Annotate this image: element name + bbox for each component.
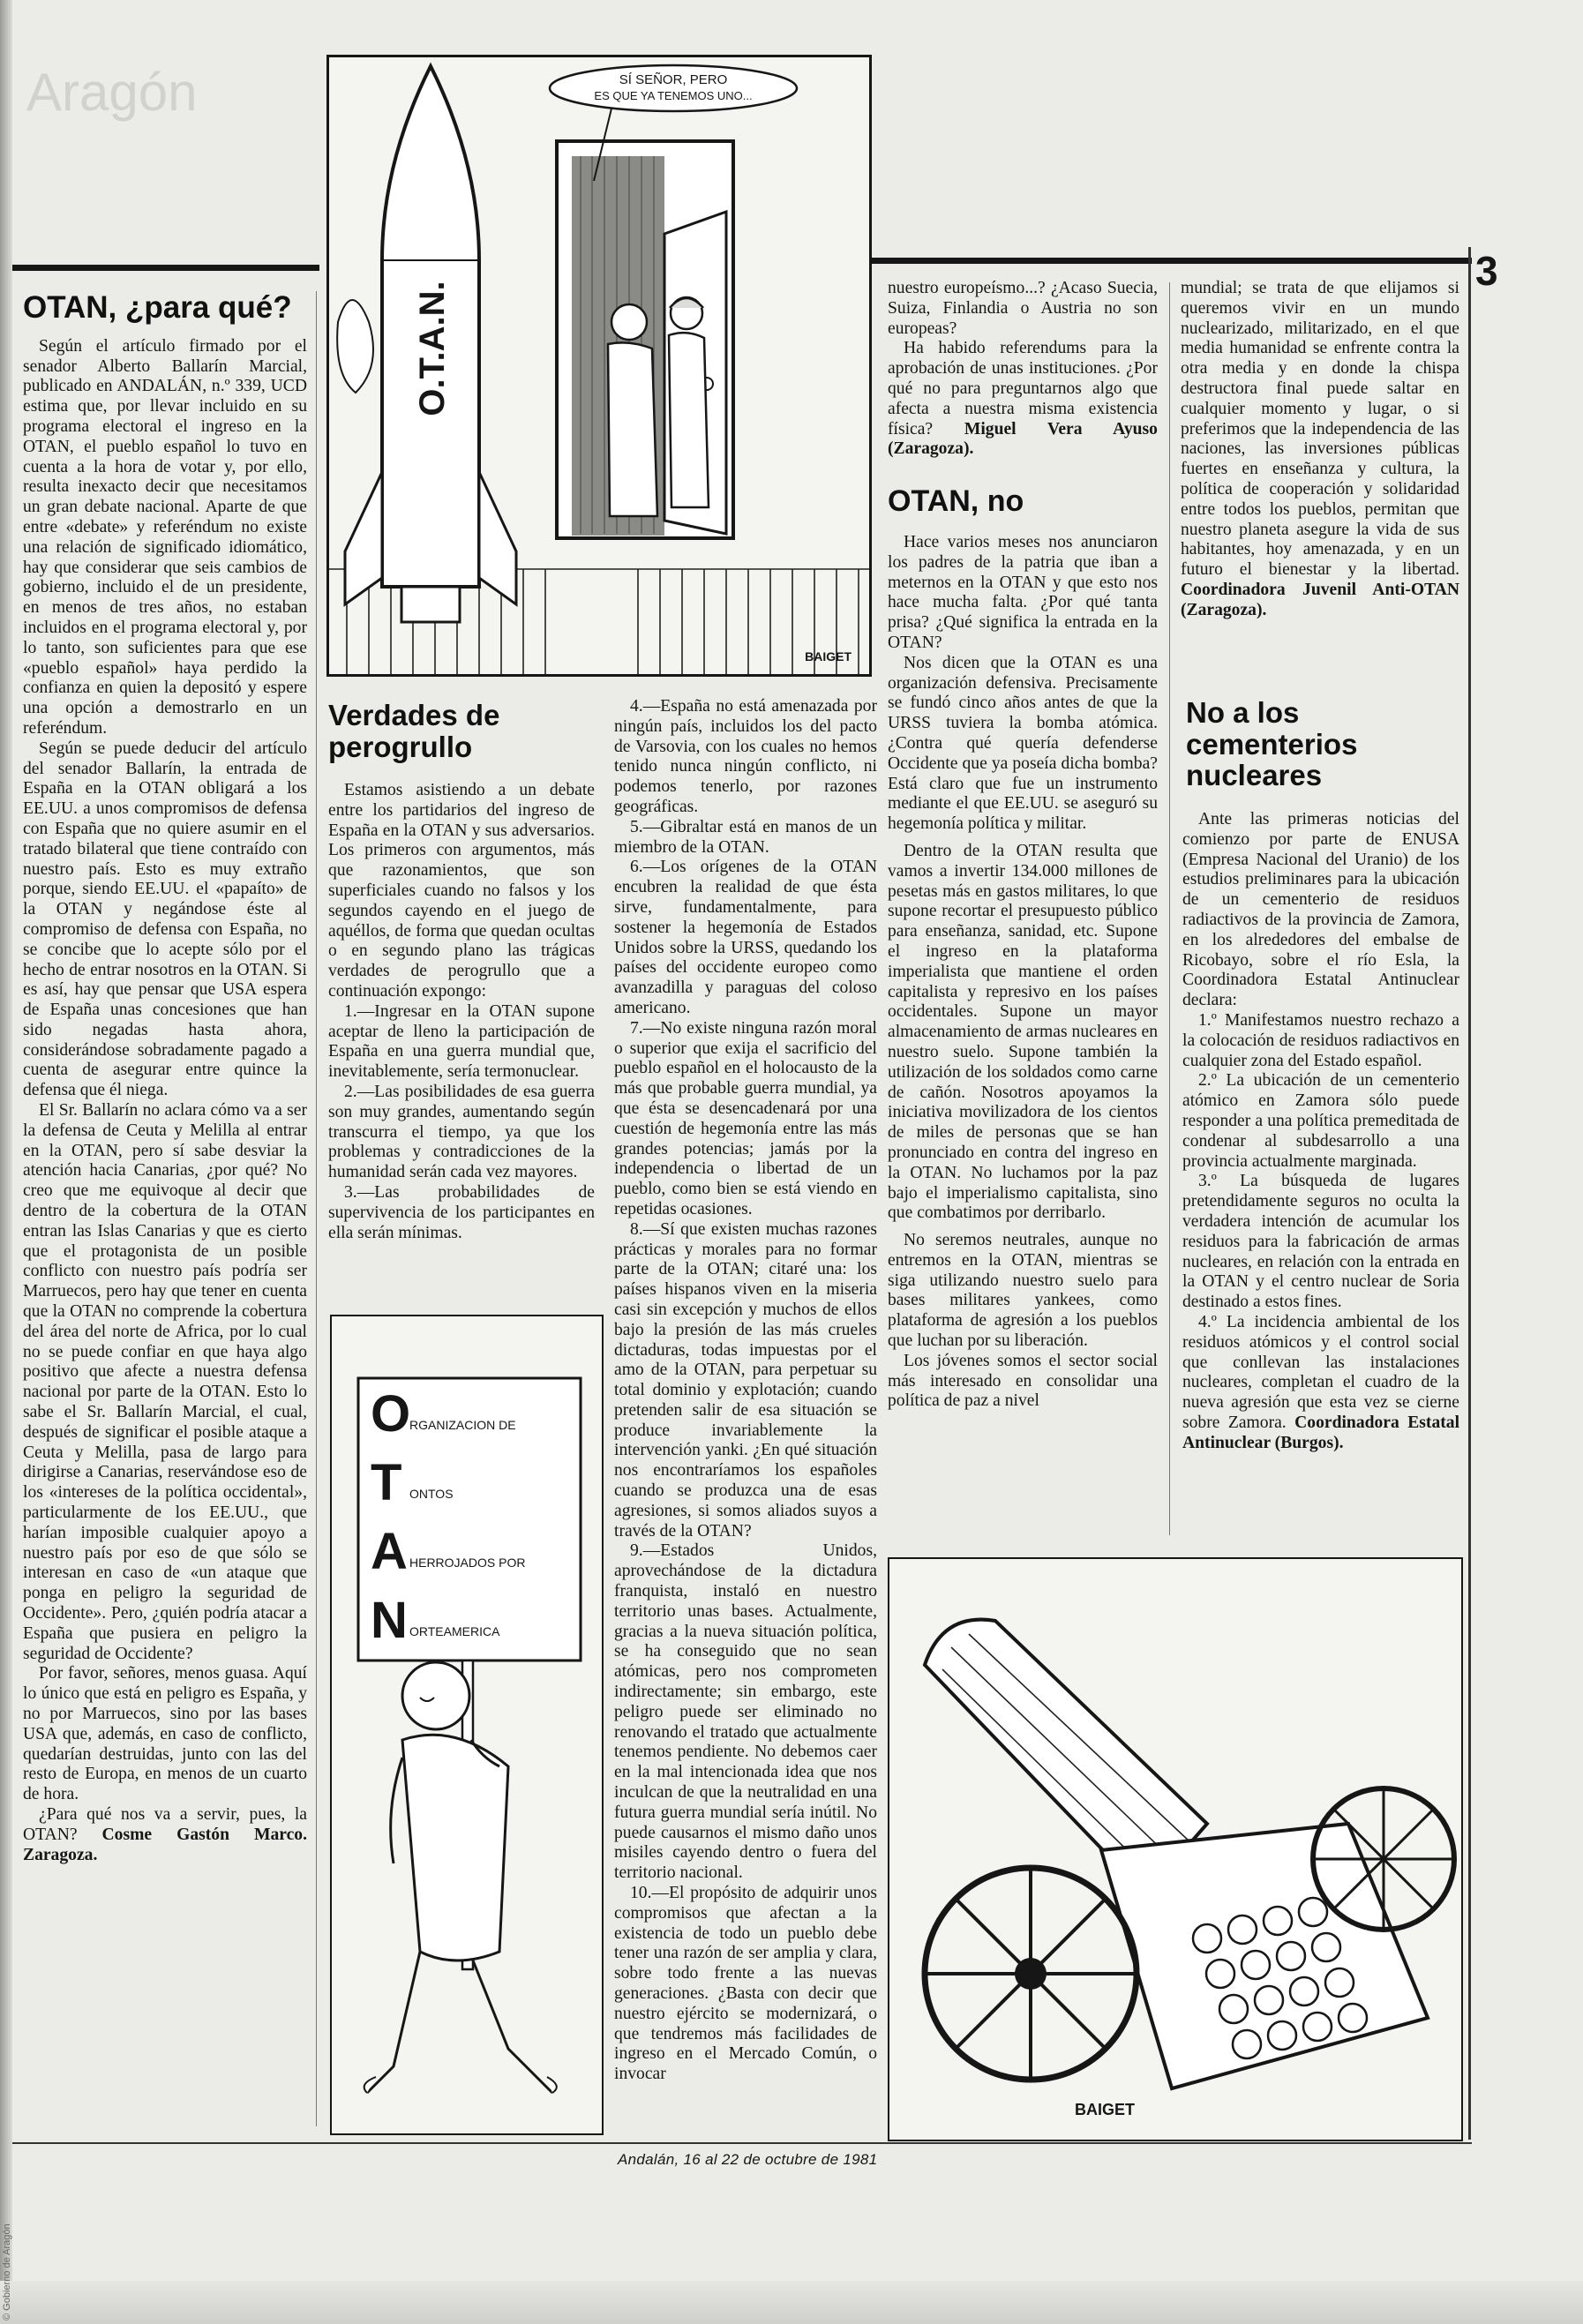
- paragraph: 3.º La búsqueda de lugares pretendidamente seguros no oculta la verdadera intención de acumular los residuos para la fabricación de armas nucleares, en relación con la entrada en la OTAN y el centro nuclear de Soria destinado a estos fines.: [1182, 1172, 1459, 1312]
- paragraph: Estamos asistiendo a un debate entre los partidarios del ingreso de España en la OTAN y sus adversarios. Los primeros con argumentos, más que razonamientos, que son superficiales cuando no falsos y los segundos cayendo en el juego de aquéllos, de forma que quedan ocultas o en segundo plano las trágicas verdades de perogrullo que a continuación expongo:: [328, 781, 595, 1001]
- cartoonist-signature-2: BAIGET: [1075, 2101, 1136, 2118]
- cartoon-cannon-drawing: [889, 1559, 1461, 2140]
- cartoon-rocket: [326, 55, 872, 677]
- headline-otan-para-que: OTAN, ¿para qué?: [23, 290, 292, 325]
- paragraph: Los jóvenes somos el sector social más interesado en consolidar una política de paz a nivel: [888, 1351, 1158, 1411]
- scan-bottom-edge: [0, 2281, 1583, 2324]
- paragraph: 2.—Las posibilidades de esa guerra son muy grandes, aumentando según transcurra el tiempo, ya que los problemas y contradicciones de la humanidad serán cada vez mayores.: [328, 1082, 595, 1182]
- paragraph: No seremos neutrales, aunque no entremos en la OTAN, mientras se siga utilizando nuestro suelo para bases militares yankees, como plataforma de agresión a los pueblos que luchan por su liberación.: [888, 1231, 1158, 1351]
- paragraph: [888, 339, 1158, 460]
- sign-cap-a: A: [371, 1523, 408, 1580]
- article-otan-para-que: [23, 291, 307, 1865]
- cartoonist-signature: BAIGET: [805, 649, 852, 663]
- sign-cap-t: T: [371, 1454, 402, 1511]
- article-verdades-col-a: [328, 781, 595, 1243]
- article-verdades-col-b: [614, 697, 877, 2085]
- bottom-rule: [12, 2142, 1472, 2144]
- paragraph: 3.—Las probabilidades de supervivencia de los participantes en ella serán mínimas.: [328, 1182, 595, 1242]
- sign-cap-n: N: [371, 1592, 408, 1649]
- page-number: 3: [1475, 248, 1498, 294]
- cartoon-rocket-drawing: [329, 57, 869, 674]
- bleed-through-text: Aragón: [26, 63, 198, 122]
- paragraph-text: 4.º La incidencia ambiental de los residuos atómicos y el control social que conllevan las instalaciones nucleares, completan el cuadro de la nueva agresión que esta vez se cierne sobre Zamora.: [1182, 1312, 1459, 1432]
- top-rule-left: [12, 265, 319, 271]
- paragraph: 5.—Gibraltar está en manos de un miembro de la OTAN.: [614, 817, 877, 857]
- paragraph: Según se puede deducir del artículo del senador Ballarín, la entrada de España en la OTAN obligará a los EE.UU. a unos compromisos de defensa con España que no quiere asumir en el tratado bilateral que tiene contraído con nuestro país. Esto es muy extraño porque, siendo EE.UU. el «papaíto» de la OTAN y negándose éste al compromiso de defensa con España, no se concibe que lo acepte sólo por el hecho de entrar nosotros en la OTAN. Si es así, hay que pensar que USA espera de España unas concesiones que han sido negadas hasta ahora, considerándose sobradamente pagado a cuenta de asegurar entre quince la defensa que él niega.: [23, 738, 307, 1100]
- col-divider-4: [1169, 282, 1170, 1535]
- page-footer: Andalán, 16 al 22 de octubre de 1981: [618, 2151, 878, 2168]
- cartoon-cannon: [888, 1557, 1463, 2141]
- top-rule-right: [872, 258, 1472, 264]
- paragraph: [1182, 1313, 1459, 1454]
- paragraph: El Sr. Ballarín no aclara cómo va a ser la defensa de Ceuta y Melilla al entrar en la OTAN, pero sí sabe desviar la atención hacia Canarias, ¿por qué? No creo que me equivoque al decir que dentro de la cobertura de la OTAN entran las Islas Canarias y que es cierto que el protagonista de un posible conflicto con nuestro país podría ser Marruecos, pero hay que tener en cuenta que la OTAN no comprende la cobertura del área del norte de Africa, por lo cual no se puede confiar en que haya algo positivo que afecte a nuestra defensa nacional por parte de la OTAN. Esto lo sabe el Sr. Ballarín Marcial, el cual, después de significar el posible ataque a Ceuta y Melilla, pasa de largo para dirigirse a Canarias, reservándose eso de los «intereses de la política occidental», particularmente de los EE.UU., que harían imposible cualquier apoyo a nuestro país por eso de que sólo se interesan en caso de «un ataque que ponga en peligro la seguridad de Occidente». Pero, ¿quién podría atacar a España que pusiera en peligro la seguridad de Occidente?: [23, 1101, 307, 1663]
- sign-rest-t: ONTOS: [409, 1487, 454, 1501]
- paragraph: 9.—Estados Unidos, aprovechándose de la dictadura franquista, instaló en nuestro territorio unas bases. Actualmente, gracias a la nueva situación política, se ha conseguido que no sean atómicas, pero nos comprometen indirectamente; sin embargo, este peligro puede ser eliminado no renovando el tratado que actualmente tenemos pendiente. No debemos caer en la mal intencionada idea que nos inculcan de que la neutralidad en una futura guerra mundial sería inútil. No puede causarnos el mismo daño unos misiles cayendo dentro o fuera del territorio nacional.: [614, 1541, 877, 1883]
- cartoon-otan-sign: [330, 1315, 604, 2135]
- cartoon-otan-sign-drawing: [332, 1316, 602, 2133]
- sign-rest-n: ORTEAMERICA: [409, 1624, 500, 1638]
- paragraph: 10.—El propósito de adquirir unos compromisos que afectan a la existencia de todo un pueblo debe tener una razón de ser amplia y clara, sobre todo frente a las nuevas generaciones. ¿Basta con decir que nuestro ejército se modernizará, o que tendremos más facilidades de ingreso en el Mercado Común, o invocar: [614, 1884, 877, 2084]
- paragraph: 1.º Manifestamos nuestro rechazo a la colocación de residuos radiactivos en cualquier zona del Estado español.: [1182, 1010, 1459, 1070]
- headline-verdades-de-perogrullo: Verdades de perogrullo: [328, 699, 500, 763]
- sign-rest-a: HERROJADOS POR: [409, 1556, 526, 1570]
- headline-otan-no: OTAN, no: [888, 484, 1024, 518]
- sign-rest-o: RGANIZACION DE: [409, 1418, 516, 1432]
- archive-credit: © Gobierno de Aragón: [2, 2223, 12, 2320]
- scan-left-edge: [0, 0, 12, 2324]
- sign-cap-o: O: [371, 1385, 411, 1443]
- paragraph: Nos dicen que la OTAN es una organización defensiva. Precisamente se fundó cinco años antes de que la URSS tuviera la bomba atómica. ¿Contra qué quería defenderse Occidente que ya poseía dicha bomba? Está claro que fue un instrumento mediante el que EE.UU. se aseguró su hegemonía política y militar.: [888, 653, 1158, 834]
- col-divider-1: [316, 291, 317, 2126]
- closing-question: ¿Para qué nos va a servir, pues, la OTAN?: [23, 1804, 307, 1844]
- paragraph: 1.—Ingresar en la OTAN supone aceptar de lleno la participación de España en una guerra mundial que, inevitablemente, sería termonuclear.: [328, 1001, 595, 1082]
- paragraph: [23, 1805, 307, 1865]
- paragraph: [1181, 279, 1459, 621]
- author-signature: Cosme Gastón Marco. Zaragoza.: [23, 1825, 307, 1864]
- paragraph: nuestro europeísmo...? ¿Acaso Suecia, Suiza, Finlandia o Austria no son europeas?: [888, 279, 1158, 338]
- paragraph: Ante las primeras noticias del comienzo por parte de ENUSA (Empresa Nacional del Uranio) de los estudios preliminares para la ubicación de un cementerio de residuos radiactivos de la provincia de Zamora, en los alrededores del embalse de Ricobayo, sobre el río Esla, la Coordinadora Estatal Antinuclear declara:: [1182, 810, 1459, 1010]
- paragraph: 6.—Los orígenes de la OTAN encubren la realidad de que ésta sirve, fundamentalmente, para sostener la hegemonía de Estados Unidos sobre la URSS, quedando los países del occidente europeo como avanzadilla y paraguas del coloso americano.: [614, 858, 877, 1017]
- paragraph: Por favor, señores, menos guasa. Aquí lo único que está en peligro es España, y no por Marruecos, sino por las bases USA que, además, en caso de conflicto, quedarían destruidas, junto con las del resto de Europa, en menos de un cuarto de hora.: [23, 1664, 307, 1804]
- rocket-label: O.T.A.N.: [413, 281, 452, 416]
- paragraph-text: Ha habido referendums para la aprobación de unas instituciones. ¿Por qué no para preguntarnos algo que afecta a nuestra misma existencia física?: [888, 339, 1158, 439]
- paragraph: 7.—No existe ninguna razón moral o superior que exija el sacrificio del pueblo español en el holocausto de la más que probable guerra mundial, ya que ésta se desencadenará por una cuestión de hegemonía entre las más grandes potencias; jamás por la independencia o libertad de un pueblo, como bien se está viendo en repetidas ocasiones.: [614, 1018, 877, 1218]
- paragraph: Dentro de la OTAN resulta que vamos a invertir 134.000 millones de pesetas más en gastos militares, lo que supone recortar el presupuesto público para enseñanza, sanidad, etc. Supone el ingreso en la plataforma imperialista que mantiene el orden capitalista y represivo en los países occidentales. Supone un mayor almacenamiento de armas nucleares en nuestro suelo. Supone también la utilización de los soldados como carne de cañón. Nosotros apoyamos la iniciativa movilizadora de los cientos de miles de personas que se han pronunciado en contra del ingreso en la OTAN. No luchamos por la paz bajo el imperialismo capitalista, sino que combatimos por derribarlo.: [888, 841, 1158, 1223]
- speech-line-2: ES QUE YA TENEMOS UNO...: [594, 89, 753, 102]
- article-verdades-continuation: [888, 279, 1158, 460]
- article-otan-no-col-d: [1181, 279, 1459, 621]
- speech-line-1: SÍ SEÑOR, PERO: [619, 72, 728, 87]
- author-signature: Coordinadora Estatal Antinuclear (Burgos).: [1182, 1413, 1460, 1452]
- headline-no-a-los-cementerios-nucleares: No a los cementerios nucleares: [1186, 696, 1358, 792]
- article-otan-no-col-c: [888, 533, 1158, 1412]
- paragraph-text: mundial; se trata de que elijamos si queremos vivir en un mundo nuclearizado, militarizado, en el que media humanidad se enfrente contra la otra media y en donde la chispa destructora final puede saltar en cualquier momento y lugar, o si preferimos que la independencia de las naciones, las inversiones públicas fuertes en enseñanza y cultura, la política de cooperación y solidaridad entre todos los pueblos, permitan que nuestro planeta asegure la vida de sus habitantes, hoy amenazada, y en un futuro el bienestar y la libertad.: [1181, 279, 1459, 580]
- author-signature: Miguel Vera Ayuso (Zaragoza).: [888, 419, 1158, 459]
- paragraph: Según el artículo firmado por el senador Alberto Ballarín Marcial, publicado en ANDALÁN, n.º 339, UCD estima que, por llevar incluido en su programa electoral el ingreso en la OTAN, el pueblo español lo tuvo en cuenta a la hora de votar y, por ello, resulta inexacto decir que necesitamos un gran debate nacional. Aparte de que entre «debate» y referéndum no existe una relación de significado idiomático, hay que considerar que seis cambios de gobierno, incluido el de un presidente, en menos de tres años, no estaban incluidos en el programa electoral y, por lo tanto, son suficientes para que ese «pueblo español» haya perdido la confianza en quien la depositó y espere una opción a demostrarlo en un referéndum.: [23, 336, 307, 738]
- right-rule: [1468, 247, 1471, 2140]
- paragraph: 8.—Sí que existen muchas razones prácticas y morales para no formar parte de la OTAN; citaré una: los países hispanos viven en la miseria casi sin excepción y muchos de ellos bajo la presión de las más crueles dictaduras, todas impuestas por el amo de la OTAN, para perpetuar su total dominio y explotación; cuando pretenden salir de esa situación se produce invariablemente la intervención yanki. ¿En qué situación nos encontraríamos los españoles cuando se produzca una de esas agresiones, si somos aliados suyos a través de la OTAN?: [614, 1219, 877, 1541]
- paragraph: Hace varios meses nos anunciaron los padres de la patria que iban a meternos en la OTAN y que esto nos hace mucha falta. ¿Por qué tanta prisa? ¿Qué significa la entrada en la OTAN?: [888, 533, 1158, 652]
- article-cementerios-nucleares: [1182, 810, 1459, 1454]
- paragraph: 4.—España no está amenazada por ningún país, incluidos los del pacto de Varsovia, con los cuales no hemos tenido nunca ningún conflicto, ni podemos tenerlo, por razones geográficas.: [614, 697, 877, 816]
- paragraph: 2.º La ubicación de un cementerio atómico en Zamora sólo puede responder a una política premeditada de condenar al subdesarrollo a una provincia actualmente marginada.: [1182, 1071, 1459, 1171]
- author-signature: Coordinadora Juvenil Anti-OTAN (Zaragoza).: [1181, 580, 1459, 619]
